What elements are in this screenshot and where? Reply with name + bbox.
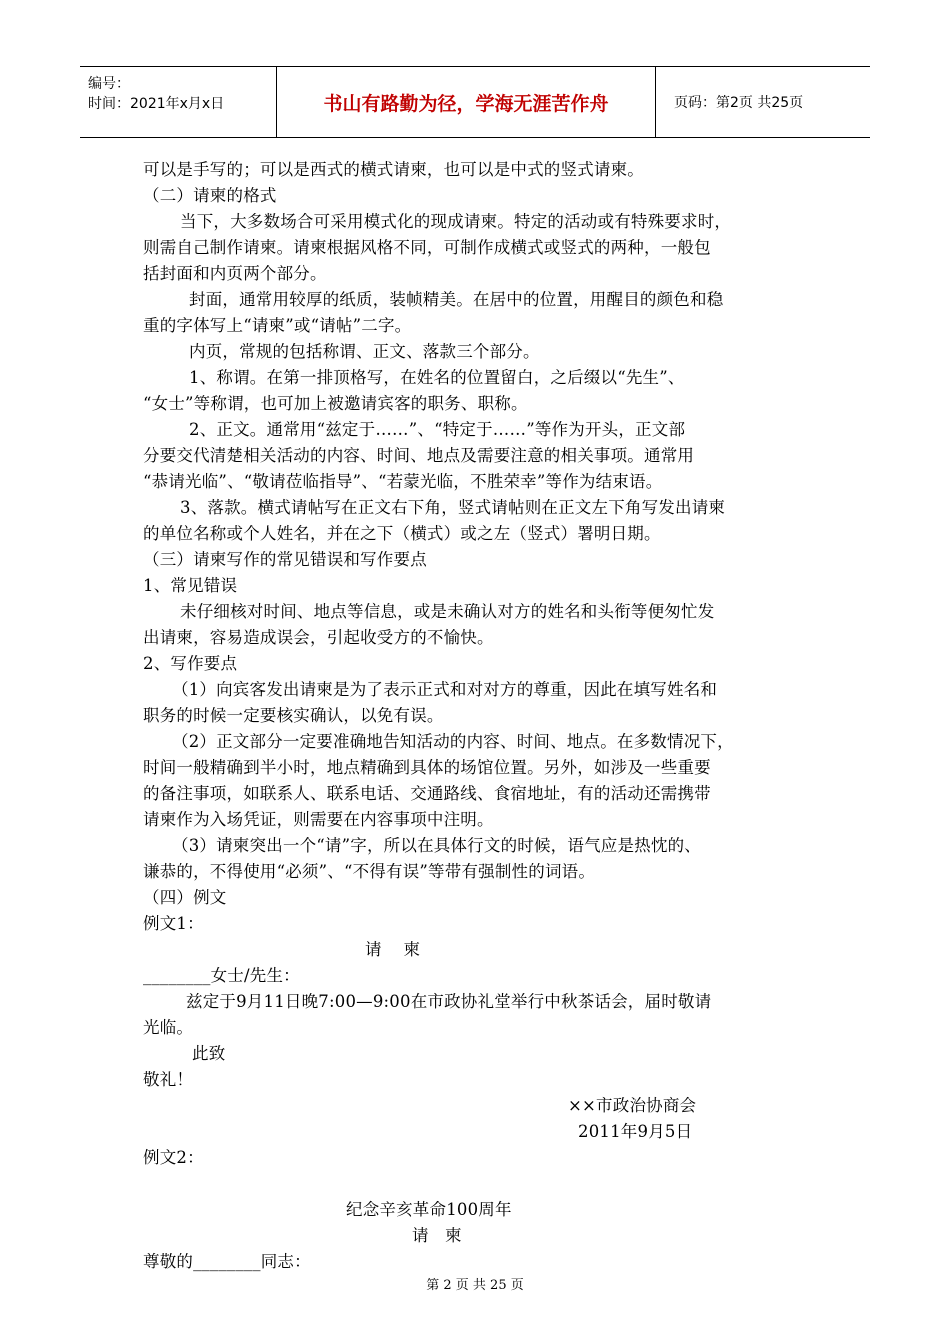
body-line: 当下，大多数场合可采用模式化的现成请柬。特定的活动或有特殊要求时， [180, 212, 732, 231]
page-footer: 第 2 页 共 25 页 [426, 1278, 524, 1293]
header-meta-cell [80, 67, 277, 137]
example-closing: 此致 [192, 1044, 226, 1063]
example-subtitle: 纪念辛亥革命100周年 [346, 1200, 512, 1219]
body-line: 职务的时候一定要核实确认，以免有误。 [143, 706, 444, 725]
example-label: 例文2： [143, 1148, 204, 1167]
body-line: 则需自己制作请柬。请柬根据风格不同，可制作成横式或竖式的两种，一般包 [143, 238, 711, 257]
body-line: 可以是手写的；可以是西式的横式请柬，也可以是中式的竖式请柬。 [143, 160, 644, 179]
body-line: 谦恭的，不得使用“必须”、“不得有误”等带有强制性的词语。 [143, 862, 596, 881]
subheading: 1、常见错误 [143, 576, 238, 595]
header-page-info-text: 页码：第2页 共25页 [674, 95, 804, 111]
section-heading-3: （三）请柬写作的常见错误和写作要点 [143, 550, 427, 569]
body-line: 时间一般精确到半小时，地点精确到具体的场馆位置。另外，如涉及一些重要 [143, 758, 711, 777]
body-line: 重的字体写上“请柬”或“请帖”二字。 [143, 316, 412, 335]
body-line: （3）请柬突出一个“请”字，所以在具体行文的时候，语气应是热忱的、 [172, 836, 701, 855]
header-page-info [666, 67, 870, 137]
body-line: 出请柬，容易造成误会，引起收受方的不愉快。 [143, 628, 494, 647]
body-line: （2）正文部分一定要准确地告知活动的内容、时间、地点。在多数情况下， [172, 732, 734, 751]
header-table [80, 66, 870, 138]
body-line: （1）向宾客发出请柬是为了表示正式和对对方的尊重，因此在填写姓名和 [172, 680, 718, 699]
example-salutation: 尊敬的________同志： [143, 1252, 311, 1271]
body-line: 内页，常规的包括称谓、正文、落款三个部分。 [189, 342, 540, 361]
body-line: 分要交代清楚相关活动的内容、时间、地点及需要注意的相关事项。通常用 [143, 446, 695, 465]
body-line: 封面，通常用较厚的纸质，装帧精美。在居中的位置，用醒目的颜色和稳 [189, 290, 724, 309]
header-time-label: 时间：2021年x月x日 [88, 96, 225, 112]
body-line: “女士”等称谓，也可加上被邀请宾客的职务、职称。 [143, 394, 528, 413]
section-heading-4: （四）例文 [143, 888, 227, 907]
example-date: 2011年9月5日 [578, 1122, 693, 1141]
body-line: 的备注事项，如联系人、联系电话、交通路线、食宿地址，有的活动还需携带 [143, 784, 711, 803]
body-line: 括封面和内页两个部分。 [143, 264, 327, 283]
body-line: 请柬作为入场凭证，则需要在内容事项中注明。 [143, 810, 494, 829]
example-title: 请 柬 [365, 940, 421, 959]
body-line: 2、正文。通常用“兹定于……”、“特定于……”等作为开头，正文部 [189, 420, 686, 439]
body-line: 1、称谓。在第一排顶格写，在姓名的位置留白，之后缀以“先生”、 [189, 368, 685, 387]
example-body-line: 光临。 [143, 1018, 194, 1037]
section-heading-2: （二）请柬的格式 [143, 186, 277, 205]
example-regards: 敬礼！ [143, 1070, 194, 1089]
example-label: 例文1： [143, 914, 204, 933]
example-body-line: 兹定于9月11日晚7:00—9:00在市政协礼堂举行中秋茶话会，届时敬请 [186, 992, 712, 1011]
example-title: 请 柬 [412, 1226, 462, 1245]
body-line: 的单位名称或个人姓名，并在之下（横式）或之左（竖式）署明日期。 [143, 524, 661, 543]
header-number-label: 编号： [88, 76, 130, 92]
header-motto: 书山有路勤为径，学海无涯苦作舟 [277, 67, 656, 137]
subheading: 2、写作要点 [143, 654, 238, 673]
example-signature: ××市政治协商会 [568, 1096, 697, 1115]
body-line: “恭请光临”、“敬请莅临指导”、“若蒙光临，不胜荣幸”等作为结束语。 [143, 472, 663, 491]
body-line: 3、落款。横式请帖写在正文右下角，竖式请帖则在正文左下角写发出请柬 [180, 498, 726, 517]
body-line: 未仔细核对时间、地点等信息，或是未确认对方的姓名和头衔等便匆忙发 [180, 602, 715, 621]
example-salutation: ________女士/先生： [143, 966, 300, 985]
